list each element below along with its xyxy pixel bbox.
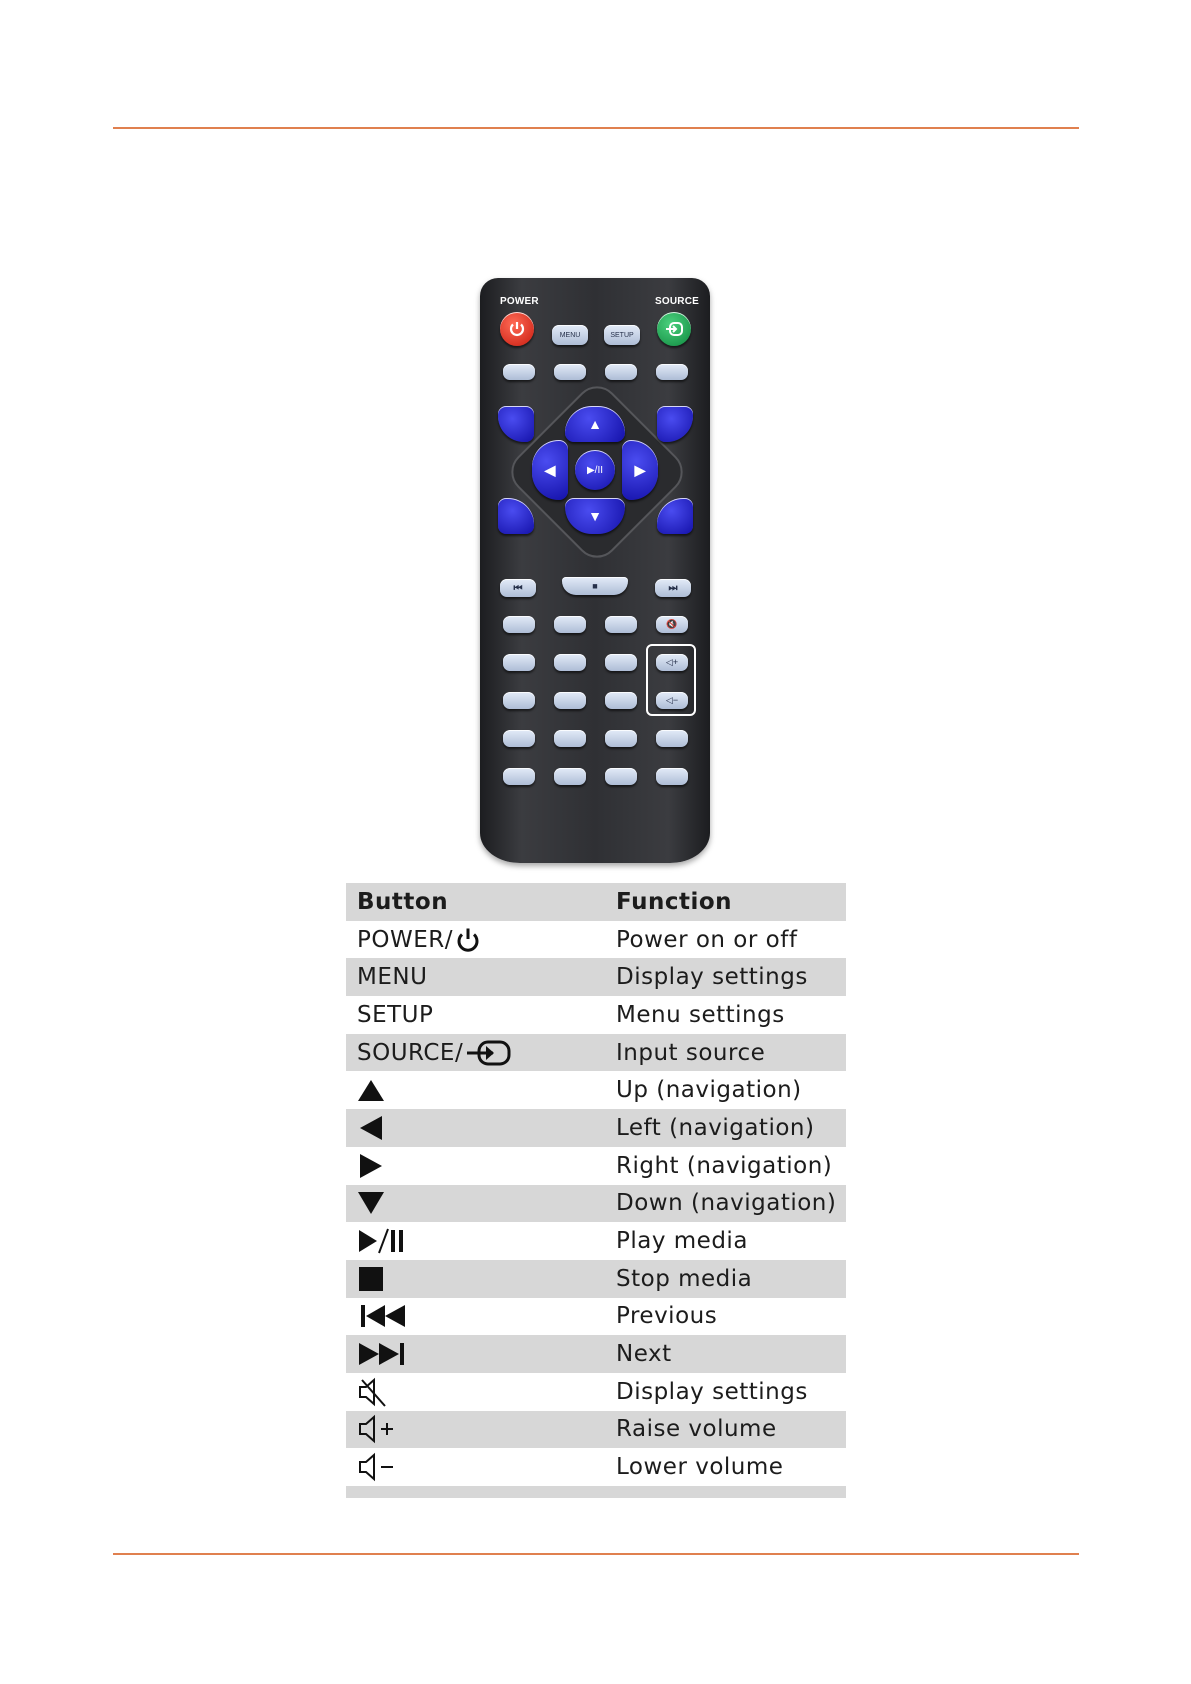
volume-down-icon <box>357 1451 397 1483</box>
remote-key-3 <box>605 616 637 633</box>
remote-key-1 <box>503 616 535 633</box>
footer-rule <box>113 1553 1079 1555</box>
remote-volume-highlight <box>646 644 696 716</box>
remote-right-button: ▶ <box>622 440 658 500</box>
remote-key-row5-4 <box>656 730 688 747</box>
previous-icon <box>357 1303 409 1329</box>
button-cell <box>357 1078 385 1102</box>
function-cell: Stop media <box>616 1265 753 1292</box>
play-pause-icon <box>357 1227 407 1255</box>
remote-up-button: ▲ <box>565 406 625 442</box>
remote-key-row5-3 <box>605 730 637 747</box>
remote-setup-button: SETUP <box>604 325 640 345</box>
button-cell <box>357 927 481 953</box>
remote-source-button <box>657 312 691 346</box>
function-cell: Display settings <box>616 964 808 991</box>
function-cell: Play media <box>616 1228 748 1255</box>
remote-f3-button <box>605 364 637 380</box>
button-cell <box>357 1153 385 1179</box>
remote-key-6 <box>605 654 637 671</box>
volume-up-icon <box>357 1413 397 1445</box>
table-row <box>346 1109 846 1147</box>
remote-control-image <box>470 270 720 870</box>
remote-f1-button <box>503 364 535 380</box>
remote-key-4 <box>503 654 535 671</box>
table-row <box>346 1335 846 1373</box>
remote-power-label: POWER <box>500 296 539 307</box>
function-cell: Left (navigation) <box>616 1114 815 1141</box>
down-arrow-icon <box>357 1191 385 1215</box>
button-label: MENU <box>357 964 428 991</box>
power-icon <box>455 927 481 953</box>
left-arrow-icon <box>357 1115 385 1141</box>
button-function-table <box>346 883 846 1498</box>
button-label: POWER/ <box>357 926 453 953</box>
header-rule <box>113 127 1079 129</box>
remote-menu-button: MENU <box>552 325 588 345</box>
function-cell: Down (navigation) <box>616 1190 837 1217</box>
button-cell <box>357 1451 397 1483</box>
button-label: SOURCE/ <box>357 1039 464 1066</box>
button-cell <box>357 1191 385 1215</box>
remote-key-8 <box>554 692 586 709</box>
mute-icon <box>357 1376 389 1408</box>
button-cell <box>357 1376 389 1408</box>
remote-key-5 <box>554 654 586 671</box>
remote-down-button: ▼ <box>565 498 625 534</box>
remote-volume-up-button: ◁+ <box>656 654 688 671</box>
table-bottom-band <box>346 1486 846 1498</box>
remote-key-row6-1 <box>503 768 535 785</box>
button-cell <box>357 1227 407 1255</box>
function-cell: Next <box>616 1341 672 1368</box>
table-row <box>346 1147 846 1185</box>
table-row <box>346 1222 846 1260</box>
remote-key-row6-3 <box>605 768 637 785</box>
button-label: SETUP <box>357 1001 434 1028</box>
remote-left-button: ◀ <box>532 440 568 500</box>
source-input-icon <box>465 1040 511 1066</box>
remote-next-button: ⏭ <box>655 579 691 597</box>
function-cell: Previous <box>616 1303 718 1330</box>
table-row <box>346 958 846 996</box>
remote-f4-button <box>656 364 688 380</box>
remote-f2-button <box>554 364 586 380</box>
table-row <box>346 996 846 1034</box>
table-row <box>346 1185 846 1223</box>
next-icon <box>357 1341 409 1367</box>
remote-stop-button: ■ <box>562 577 628 595</box>
table-header-row <box>346 883 846 921</box>
button-cell <box>357 1040 511 1066</box>
table-row <box>346 1260 846 1298</box>
column-header-button: Button <box>357 888 449 915</box>
function-cell: Right (navigation) <box>616 1152 833 1179</box>
table-row <box>346 1298 846 1336</box>
function-cell: Power on or off <box>616 926 798 953</box>
remote-key-9 <box>605 692 637 709</box>
table-row <box>346 1448 846 1486</box>
remote-volume-down-button: ◁− <box>656 692 688 709</box>
remote-key-row5-1 <box>503 730 535 747</box>
stop-icon <box>357 1266 385 1292</box>
remote-key-7 <box>503 692 535 709</box>
up-arrow-icon <box>357 1078 385 1102</box>
function-cell: Raise volume <box>616 1416 777 1443</box>
power-icon <box>508 320 526 338</box>
button-cell <box>357 1303 409 1329</box>
table-row <box>346 1373 846 1411</box>
function-cell: Lower volume <box>616 1454 784 1481</box>
button-cell <box>357 1115 385 1141</box>
table-row <box>346 1411 846 1449</box>
remote-source-label: SOURCE <box>655 296 699 307</box>
right-arrow-icon <box>357 1153 385 1179</box>
button-cell <box>357 1266 385 1292</box>
button-cell <box>357 1413 397 1445</box>
table-row <box>346 1071 846 1109</box>
remote-previous-button: ⏮ <box>500 579 536 597</box>
source-input-icon <box>665 322 683 336</box>
table-row <box>346 1034 846 1072</box>
remote-power-button <box>500 312 534 346</box>
remote-key-2 <box>554 616 586 633</box>
column-header-function: Function <box>616 888 733 915</box>
remote-key-row6-2 <box>554 768 586 785</box>
function-cell: Display settings <box>616 1378 808 1405</box>
button-cell <box>357 1341 409 1367</box>
function-cell: Menu settings <box>616 1001 785 1028</box>
remote-mute-button: 🔇 <box>656 616 688 633</box>
function-cell: Input source <box>616 1039 766 1066</box>
remote-key-0 <box>554 730 586 747</box>
function-cell: Up (navigation) <box>616 1077 802 1104</box>
remote-play-pause-button: ▶/II <box>575 450 615 490</box>
remote-key-row6-4 <box>656 768 688 785</box>
table-row <box>346 921 846 959</box>
